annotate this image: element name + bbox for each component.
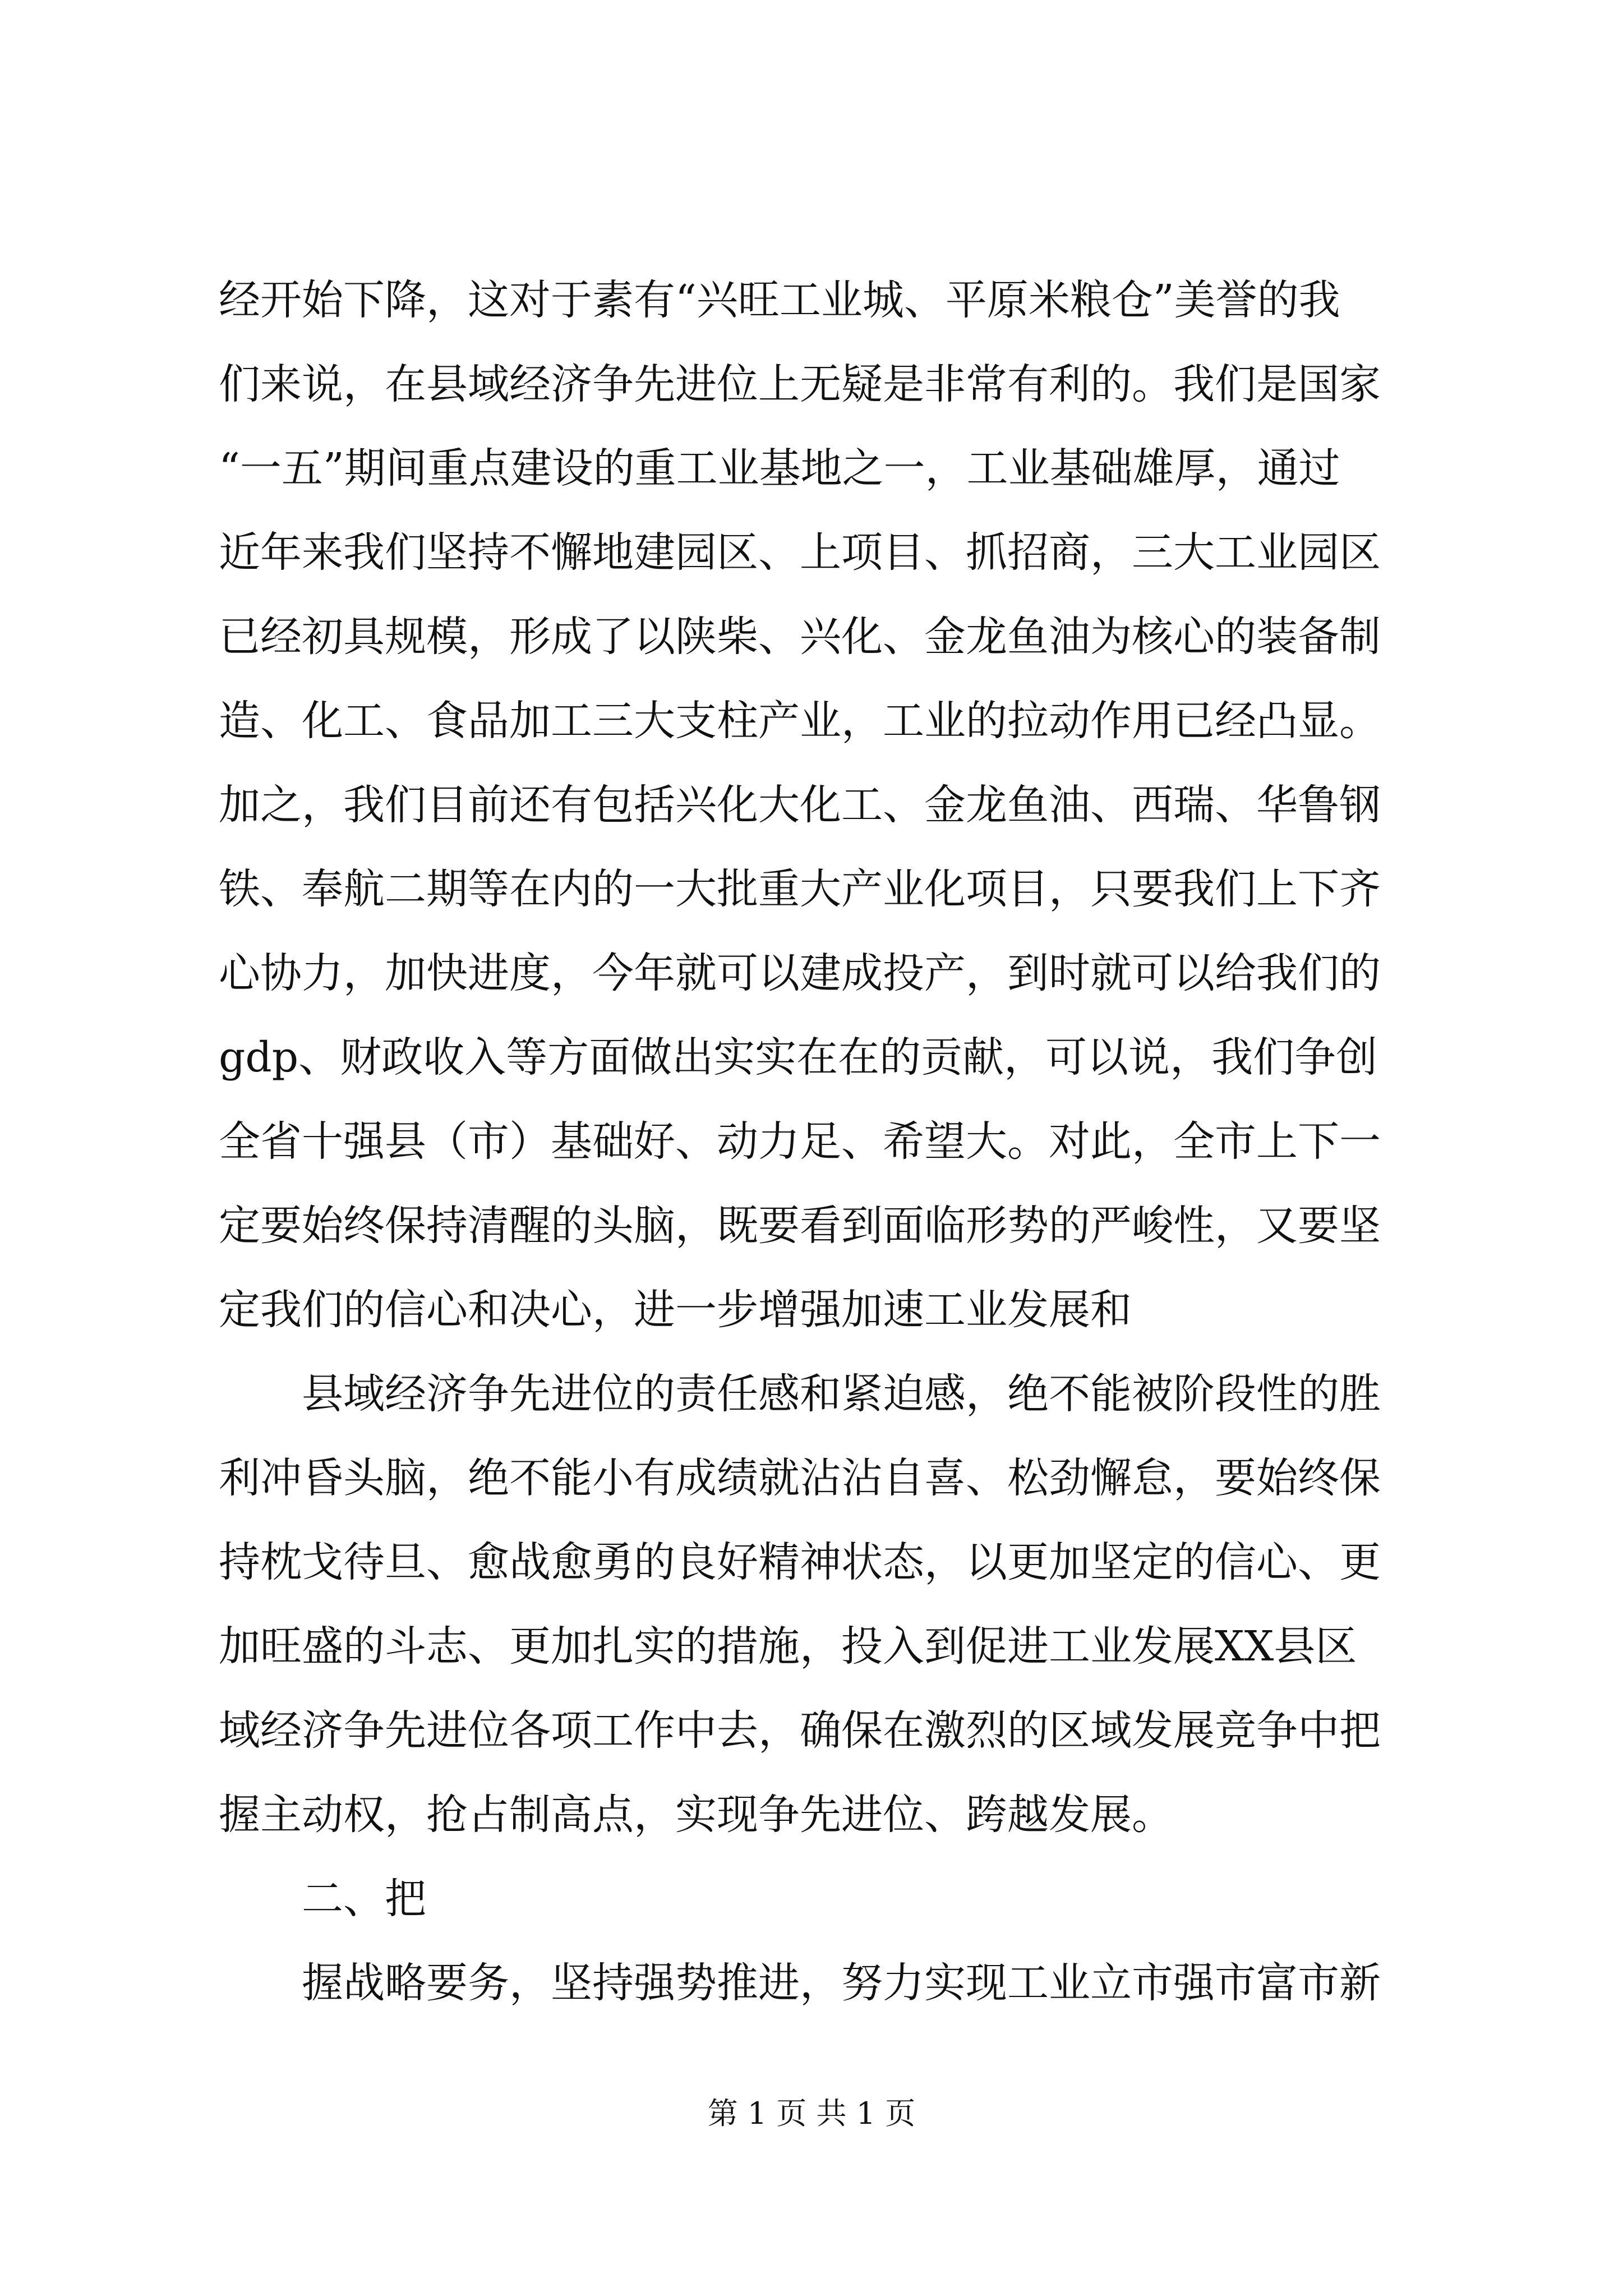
text-line: 全省十强县（市）基础好、动力足、希望大。对此，全市上下一	[219, 1117, 1381, 1166]
text-line: 铁、奉航二期等在内的一大批重大产业化项目，只要我们上下齐	[219, 865, 1381, 913]
text-line: 加之，我们目前还有包括兴化大化工、金龙鱼油、西瑞、华鲁钢	[219, 781, 1381, 829]
text-line: 近年来我们坚持不懈地建园区、上项目、抓招商，三大工业园区	[219, 528, 1381, 577]
text-line: 县域经济争先进位的责任感和紧迫感，绝不能被阶段性的胜	[219, 1370, 1381, 1418]
text-line: gdp、财政收入等方面做出实实在在的贡献，可以说，我们争创	[219, 1033, 1378, 1082]
text-line: 造、化工、食品加工三大支柱产业，工业的拉动作用已经凸显。	[219, 697, 1381, 745]
text-line: 定我们的信心和决心，进一步增强加速工业发展和	[219, 1286, 1132, 1334]
text-line: 定要始终保持清醒的头脑，既要看到面临形势的严峻性，又要坚	[219, 1202, 1381, 1250]
text-line: “一五”期间重点建设的重工业基地之一，工业基础雄厚，通过	[219, 444, 1340, 493]
text-line: 们来说，在县域经济争先进位上无疑是非常有利的。我们是国家	[219, 360, 1381, 408]
text-line: 域经济争先进位各项工作中去，确保在激烈的区域发展竞争中把	[219, 1706, 1381, 1755]
page-number: 第 1 页 共 1 页	[707, 2096, 916, 2131]
text-line: 利冲昏头脑，绝不能小有成绩就沾沾自喜、松劲懈怠，要始终保	[219, 1454, 1381, 1502]
text-line: 握战略要务，坚持强势推进，努力实现工业立市强市富市新	[219, 1959, 1381, 2007]
text-line: 加旺盛的斗志、更加扎实的措施，投入到促进工业发展XX县区	[219, 1622, 1357, 1671]
text-line: 持枕戈待旦、愈战愈勇的良好精神状态，以更加坚定的信心、更	[219, 1538, 1381, 1586]
text-line: 心协力，加快进度，今年就可以建成投产，到时就可以给我们的	[219, 949, 1381, 997]
text-line: 已经初具规模，形成了以陕柴、兴化、金龙鱼油为核心的装备制	[219, 613, 1381, 661]
text-line: 经开始下降，这对于素有“兴旺工业城、平原米粮仓”美誉的我	[219, 276, 1340, 324]
text-line: 握主动权，抢占制高点，实现争先进位、跨越发展。	[219, 1791, 1173, 1839]
page-footer	[0, 2091, 1623, 2136]
section-heading: 二、把	[219, 1875, 426, 1923]
